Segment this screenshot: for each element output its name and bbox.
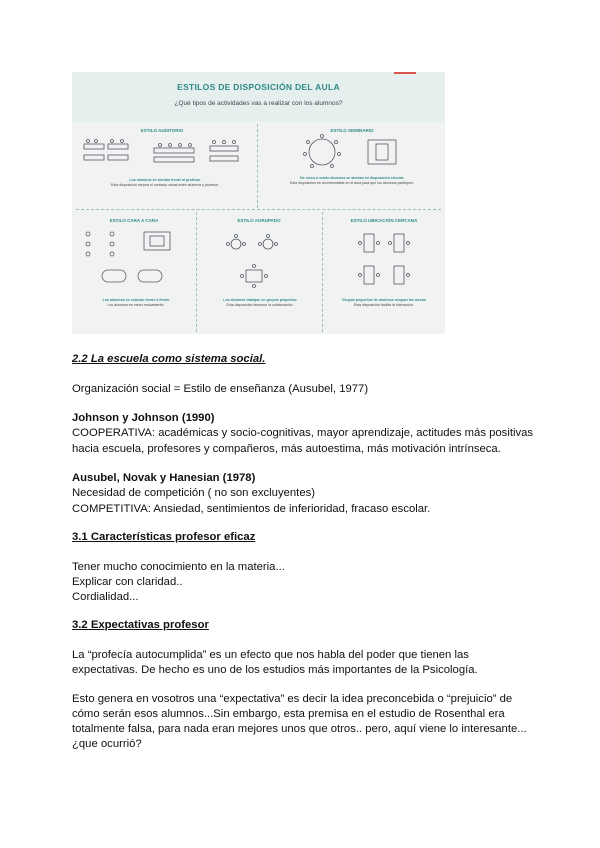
panel-label-cara-a-cara: ESTILO CARA A CARA	[109, 218, 159, 223]
panel-label-seminario: ESTILO SEMINARIO	[330, 128, 374, 133]
panel-desc-bold: De cinco a veinte alumnos se sientan en disposición circular	[300, 176, 404, 180]
panel-label-ubicacion-cercana: ESTILO UBICACIÓN CERCANA	[350, 218, 418, 223]
auditorium-seating-icon	[82, 138, 252, 168]
infographic-title: ESTILOS DE DISPOSICIÓN DEL AULA	[177, 82, 340, 92]
list-item: Explicar con claridad..	[72, 576, 183, 588]
face-to-face-seating-icon	[82, 228, 192, 290]
paragraph-2-line-1: Esto genera en vosotros una “expectativa” es decir la idea preconcebida o “prejuicio” de	[72, 693, 513, 705]
ausubel-heading: Ausubel, Novak y Hanesian (1978)	[72, 472, 256, 484]
johnson-line-1: COOPERATIVA: académicas y socio-cognitivas, mayor aprendizaje, actitudes más positivas	[72, 427, 534, 439]
seminar-seating-icon	[300, 134, 410, 174]
infographic-header	[72, 72, 445, 122]
separator	[76, 209, 441, 210]
panel-label-auditorio: ESTILO AUDITORIO	[140, 128, 184, 133]
paragraph-1-line-2: expectativas. De hecho es uno de los estudios más importantes de la Psicología.	[72, 664, 478, 676]
panel-desc-auditorio	[80, 178, 250, 188]
classroom-layout-infographic	[72, 72, 445, 334]
panel-desc-text: Esta disposición facilita la interacción.	[353, 303, 415, 307]
section-3-1-title: 3.1 Características profesor eficaz	[72, 531, 256, 543]
infographic-subtitle: ¿Qué tipos de actividades vas a realizar con los alumnos?	[174, 100, 343, 107]
panel-desc-text: Esta disposición es recomendable en el aula para que los alumnos participen.	[289, 181, 415, 185]
section-3-2-title: 3.2 Expectativas profesor	[72, 619, 209, 631]
panel-desc-text: Los alumnos se miran mutuamente.	[107, 303, 165, 307]
panel-desc-bold: Grupos pequeños de alumnos ocupan las mesas	[342, 298, 426, 302]
panel-desc-bold: Los alumnos trabajan en grupos pequeños	[223, 298, 297, 302]
accent-mark	[394, 72, 416, 74]
grouped-seating-icon	[222, 232, 302, 292]
separator	[322, 212, 323, 332]
section-2-2-title: 2.2 La escuela como sistema social.	[72, 353, 266, 365]
paragraph-1-line-1: La “profecía autocumplida” es un efecto que nos habla del poder que tienen las	[72, 649, 469, 661]
list-item: Cordialidad...	[72, 591, 139, 603]
close-placement-seating-icon	[354, 230, 424, 292]
ausubel-line-2: COMPETITIVA: Ansiedad, sentimientos de inferioridad, fracaso escolar.	[72, 503, 431, 515]
paragraph-2-line-3: totalmente falsa, para nada eran mejores unos que otros.. pero, aquí viene lo interesante...	[72, 723, 527, 735]
panel-desc-ubicacion-cercana	[326, 298, 442, 308]
panel-desc-agrupado	[202, 298, 318, 308]
separator	[257, 124, 258, 208]
list-item: Tener mucho conocimiento en la materia...	[72, 561, 285, 573]
panel-desc-cara-a-cara	[80, 298, 192, 308]
panel-label-agrupado: ESTILO AGRUPADO	[237, 218, 281, 223]
paragraph-2-line-4: ¿que ocurrió?	[72, 738, 142, 750]
separator	[196, 212, 197, 332]
organization-line: Organización social = Estilo de enseñanza (Ausubel, 1977)	[72, 383, 369, 395]
panel-desc-bold: Los alumnos se colocan frente a frente	[102, 298, 170, 302]
johnson-line-2: hacia escuela, profesores y compañeros, más autoestima, más motivación intrínseca.	[72, 443, 501, 455]
paragraph-2-line-2: cómo serán esos alumnos...Sin embargo, esta premisa en el estudio de Rosenthal era	[72, 708, 505, 720]
panel-desc-text: Esta disposición favorece la colaboración.	[226, 303, 294, 307]
panel-desc-bold: Los alumnos se sientan frente al profesor	[129, 178, 201, 182]
johnson-heading: Johnson y Johnson (1990)	[72, 412, 215, 424]
panel-desc-text: Esta disposición mejora el contacto visual entre alumnos y profesor.	[110, 183, 220, 187]
ausubel-line-1: Necesidad de competición ( no son excluyentes)	[72, 487, 316, 499]
panel-desc-seminario	[262, 176, 442, 186]
